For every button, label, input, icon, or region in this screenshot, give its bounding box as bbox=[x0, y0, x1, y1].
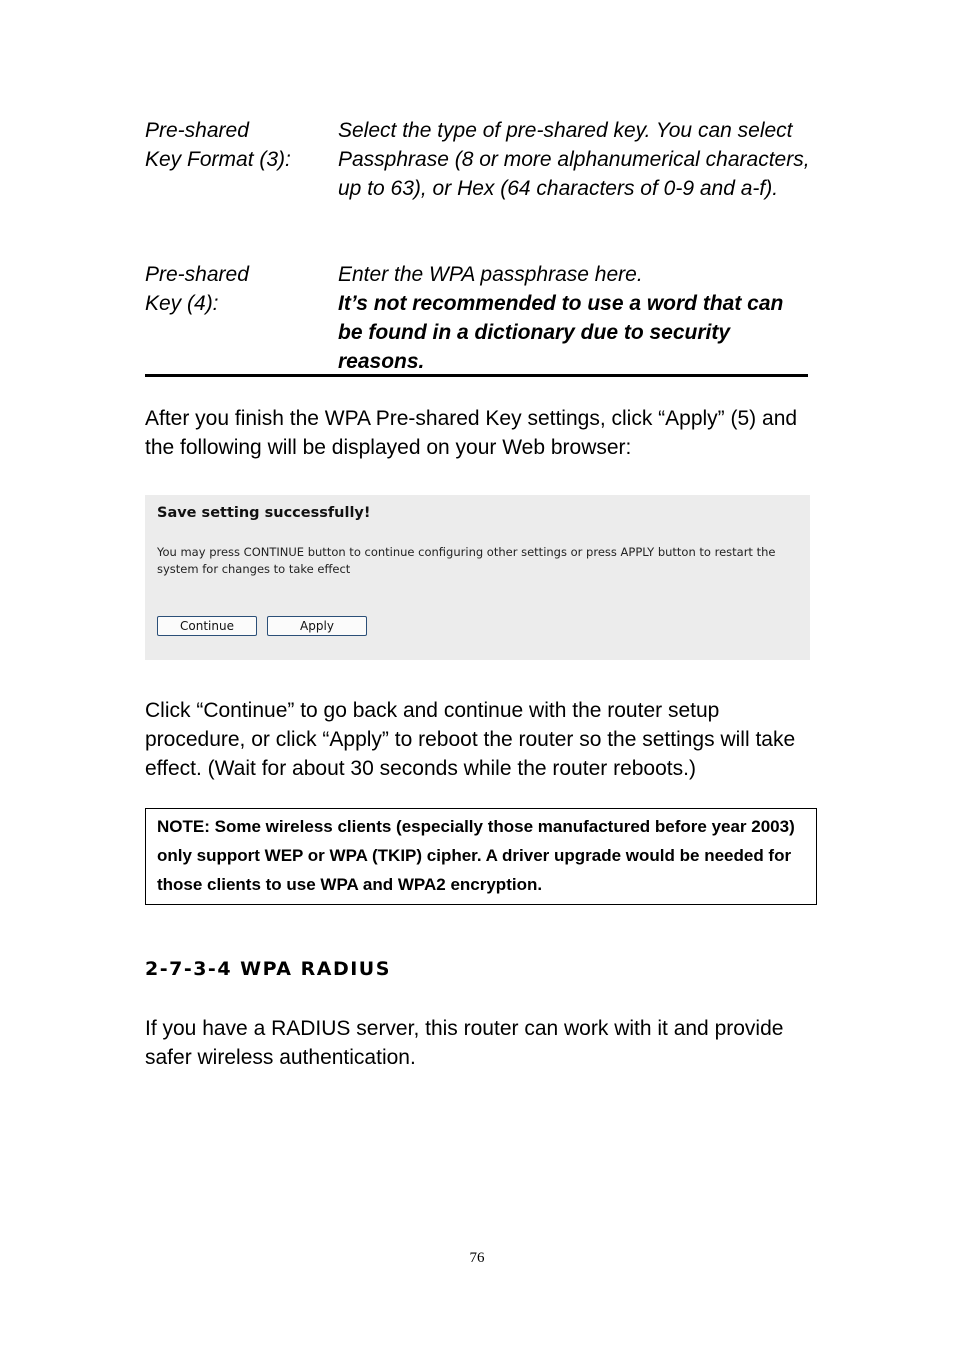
page-number: 76 bbox=[469, 1250, 485, 1266]
definition-desc-key: Enter the WPA passphrase here. It’s not recommended to use a word that can be found in a dictionary due to security reasons. bbox=[338, 260, 813, 376]
paragraph-after-settings: After you finish the WPA Pre-shared Key settings, click “Apply” (5) and the following will be displayed on your Web browser: bbox=[145, 407, 798, 459]
paragraph-radius: If you have a RADIUS server, this router can work with it and provide safer wireless authentication. bbox=[145, 1017, 784, 1069]
table-bottom-rule bbox=[145, 374, 808, 377]
continue-button[interactable]: Continue bbox=[157, 616, 257, 636]
save-success-screenshot bbox=[145, 495, 810, 660]
note-text: NOTE: Some wireless clients (especially those manufactured before year 2003) only support WEP or WPA (TKIP) cipher. A driver upgrade would be needed for those clients to use WPA and WPA2 encryption. bbox=[157, 817, 795, 894]
section-heading: 2-7-3-4 WPA RADIUS bbox=[145, 958, 391, 980]
note-box bbox=[145, 808, 817, 905]
definition-desc-key-format: Select the type of pre-shared key. You can select Passphrase (8 or more alphanumerical characters, up to 63), or Hex (64 characters of 0-9 and a-f). bbox=[338, 119, 810, 200]
apply-button[interactable]: Apply bbox=[267, 616, 367, 636]
save-success-title: Save setting successfully! bbox=[157, 505, 371, 521]
security-warning: It’s not recommended to use a word that can be found in a dictionary due to security reasons. bbox=[338, 292, 784, 373]
definition-term-key: Pre-shared Key (4): bbox=[145, 263, 249, 315]
paragraph-continue-apply: Click “Continue” to go back and continue with the router setup procedure, or click “Apply” to reboot the router so the settings will take effect. (Wait for about 30 seconds while the router reboots.) bbox=[145, 699, 796, 780]
definition-term-key-format: Pre-shared Key Format (3): bbox=[145, 119, 291, 171]
save-success-message: You may press CONTINUE button to continue configuring other settings or press APPLY button to restart the system for changes to take effect bbox=[157, 545, 776, 576]
